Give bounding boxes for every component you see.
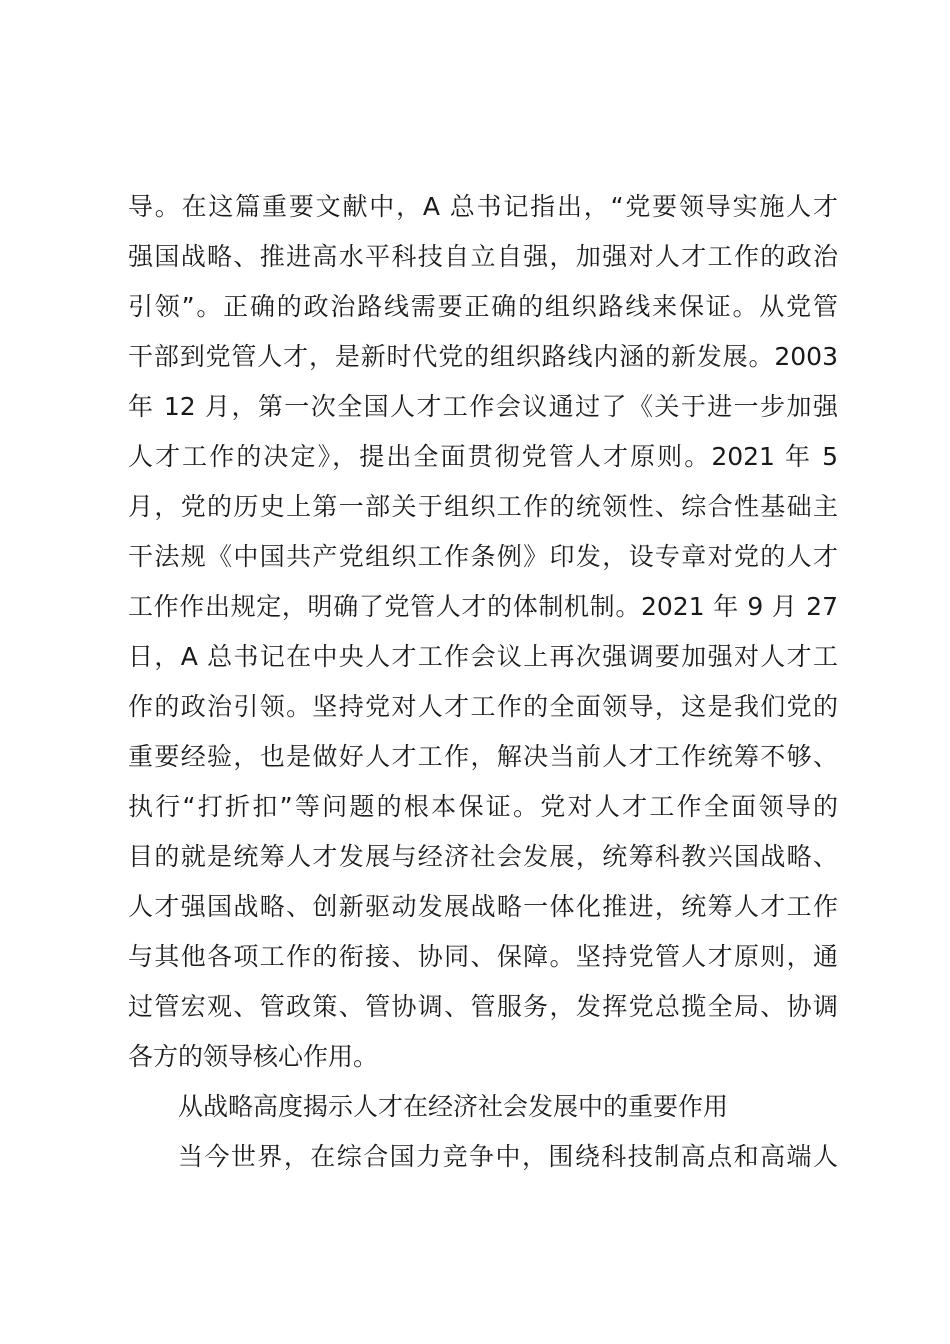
text-line: 人才工作的决定》，提出全面贯彻党管人才原则。2021 年 5 <box>128 442 838 471</box>
text-line: 日，A 总书记在中央人才工作会议上再次强调要加强对人才工 <box>128 642 838 671</box>
text-line: 月，党的历史上第一部关于组织工作的统领性、综合性基础主 <box>128 492 838 521</box>
text-line: 作的政治引领。坚持党对人才工作的全面领导，这是我们党的 <box>128 692 838 721</box>
text-line: 干法规《中国共产党组织工作条例》印发，设专章对党的人才 <box>128 542 838 571</box>
paragraph-2 <box>128 1132 838 1182</box>
document-body <box>128 182 838 1182</box>
text-line: 执行“打折扣”等问题的根本保证。党对人才工作全面领导的 <box>128 792 838 821</box>
text-line: 导。在这篇重要文献中，A 总书记指出，“党要领导实施人才 <box>128 192 838 221</box>
text-line: 年 12 月，第一次全国人才工作会议通过了《关于进一步加强 <box>128 392 838 421</box>
text-line: 引领”。正确的政治路线需要正确的组织路线来保证。从党管 <box>128 292 838 321</box>
text-line: 目的就是统筹人才发展与经济社会发展，统筹科教兴国战略、 <box>128 842 838 871</box>
text-line: 各方的领导核心作用。 <box>128 1042 379 1071</box>
text-line: 工作作出规定，明确了党管人才的体制机制。2021 年 9 月 27 <box>128 592 838 621</box>
text-line: 干部到党管人才，是新时代党的组织路线内涵的新发展。2003 <box>128 342 838 371</box>
text-line: 过管宏观、管政策、管协调、管服务，发挥党总揽全局、协调 <box>128 992 838 1021</box>
section-heading: 从战略高度揭示人才在经济社会发展中的重要作用 <box>178 1092 729 1121</box>
text-line: 与其他各项工作的衔接、协同、保障。坚持党管人才原则，通 <box>128 942 838 971</box>
text-line: 当今世界，在综合国力竞争中，围绕科技制高点和高端人 <box>178 1142 838 1171</box>
paragraph-1 <box>128 182 838 1082</box>
text-line: 重要经验，也是做好人才工作，解决当前人才工作统筹不够、 <box>128 742 838 771</box>
text-line: 人才强国战略、创新驱动发展战略一体化推进，统筹人才工作 <box>128 892 838 921</box>
text-line: 强国战略、推进高水平科技自立自强，加强对人才工作的政治 <box>128 242 838 271</box>
